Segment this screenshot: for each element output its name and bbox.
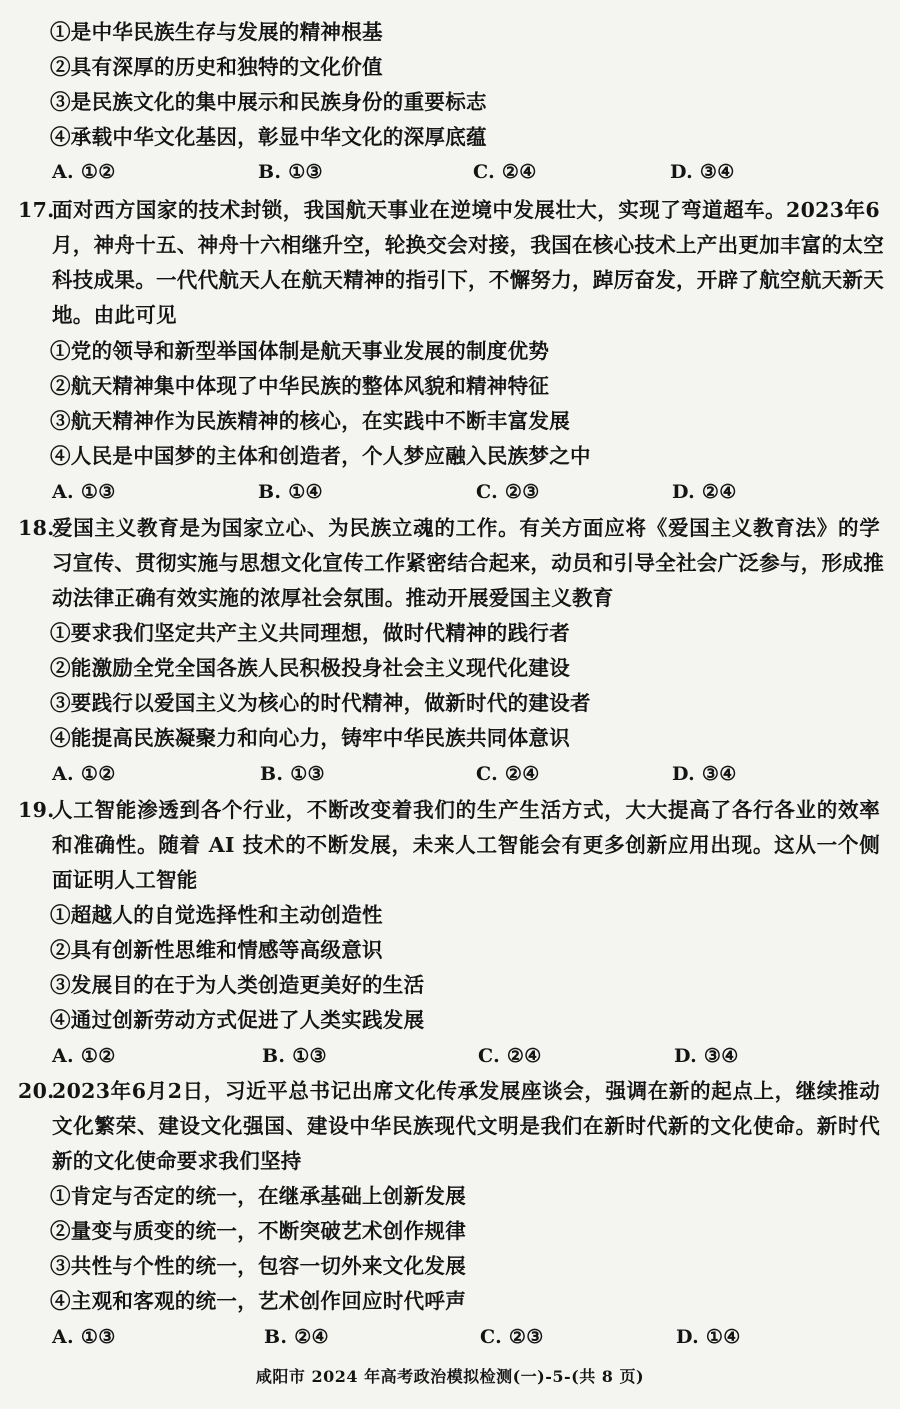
q19-stem-text-1: 人工智能渗透到各个行业，不断改变着我们的生产生活方式，大大提高了各行各业的效率 <box>52 798 880 822</box>
q17-choice-b: B. ①④ <box>258 481 323 503</box>
q20-stem-line-3 <box>0 1146 900 1176</box>
q16-item-4: ④承载中华文化基因，彰显中华文化的深厚底蕴 <box>50 125 487 149</box>
q19-stem-line-3 <box>0 865 900 895</box>
q16-choice-c: C. ②④ <box>473 161 537 183</box>
q17-item-2: ②航天精神集中体现了中华民族的整体风貌和精神特征 <box>50 374 550 398</box>
q19-choices <box>0 1041 900 1071</box>
q20-stem-text-2: 文化繁荣、建设文化强国、建设中华民族现代文明是我们在新时代新的文化使命。新时代 <box>52 1114 880 1138</box>
q17-stem-text-1: 面对西方国家的技术封锁，我国航天事业在逆境中发展壮大，实现了弯道超车。2023年6 <box>52 198 880 222</box>
q17-choice-d: D. ②④ <box>672 481 737 503</box>
q19-stem-text-2: 和准确性。随着 AI 技术的不断发展，未来人工智能会有更多创新应用出现。这从一个侧 <box>52 833 880 857</box>
q17-stem-text-3: 科技成果。一代代航天人在航天精神的指引下，不懈努力，踔厉奋发，开辟了航空航天新天 <box>52 268 884 292</box>
q20-stem-text-3: 新的文化使命要求我们坚持 <box>52 1149 302 1173</box>
q20-item-4: ④主观和客观的统一，艺术创作回应时代呼声 <box>50 1289 466 1313</box>
q18-item-1: ①要求我们坚定共产主义共同理想，做时代精神的践行者 <box>50 621 570 645</box>
q18-stem-line-2 <box>0 548 900 578</box>
q16-choices <box>0 157 900 187</box>
q18-choices <box>0 759 900 789</box>
q17-item-4: ④人民是中国梦的主体和创造者，个人梦应融入民族梦之中 <box>50 444 591 468</box>
q20-item-3: ③共性与个性的统一，包容一切外来文化发展 <box>50 1254 466 1278</box>
q17-item-1: ①党的领导和新型举国体制是航天事业发展的制度优势 <box>50 339 550 363</box>
q20-item-1: ①肯定与否定的统一，在继承基础上创新发展 <box>50 1184 466 1208</box>
q19-number: 19. <box>18 798 55 822</box>
q18-number: 18. <box>18 516 55 540</box>
q19-choice-c: C. ②④ <box>478 1045 542 1067</box>
q20-choice-c: C. ②③ <box>480 1326 544 1348</box>
page-footer: 咸阳市 2024 年高考政治模拟检测(一)-5-(共 8 页) <box>255 1367 645 1386</box>
q17-choice-a: A. ①③ <box>52 481 116 503</box>
q20-choice-d: D. ①④ <box>676 1326 741 1348</box>
q19-item-4: ④通过创新劳动方式促进了人类实践发展 <box>50 1008 425 1032</box>
q16-item-3: ③是民族文化的集中展示和民族身份的重要标志 <box>50 90 487 114</box>
q19-choice-b: B. ①③ <box>262 1045 327 1067</box>
q17-stem-line-3 <box>0 265 900 295</box>
q16-choice-a: A. ①② <box>52 161 116 183</box>
q20-item-2: ②量变与质变的统一，不断突破艺术创作规律 <box>50 1219 466 1243</box>
q16-choice-d: D. ③④ <box>670 161 735 183</box>
q18-item-4: ④能提高民族凝聚力和向心力，铸牢中华民族共同体意识 <box>50 726 570 750</box>
q20-number: 20. <box>18 1079 55 1103</box>
q18-stem-line-3 <box>0 583 900 613</box>
q20-choice-b: B. ②④ <box>264 1326 329 1348</box>
q18-choice-b: B. ①③ <box>260 763 325 785</box>
q19-stem-line-2 <box>0 830 900 860</box>
q19-stem-line-1 <box>0 795 900 825</box>
q19-item-3: ③发展目的在于为人类创造更美好的生活 <box>50 973 425 997</box>
q17-choices <box>0 477 900 507</box>
q18-choice-c: C. ②④ <box>476 763 540 785</box>
q16-item-2: ②具有深厚的历史和独特的文化价值 <box>50 55 383 79</box>
q17-stem-line-2 <box>0 230 900 260</box>
q19-item-1: ①超越人的自觉选择性和主动创造性 <box>50 903 383 927</box>
q17-item-3: ③航天精神作为民族精神的核心，在实践中不断丰富发展 <box>50 409 570 433</box>
q18-stem-text-1: 爱国主义教育是为国家立心、为民族立魂的工作。有关方面应将《爱国主义教育法》的学 <box>52 516 880 540</box>
q20-stem-line-1 <box>0 1076 900 1106</box>
q19-choice-d: D. ③④ <box>674 1045 739 1067</box>
q19-stem-text-3: 面证明人工智能 <box>52 868 198 892</box>
q17-stem-line-1 <box>0 195 900 225</box>
q19-item-2: ②具有创新性思维和情感等高级意识 <box>50 938 383 962</box>
q18-choice-a: A. ①② <box>52 763 116 785</box>
q17-stem-text-4: 地。由此可见 <box>52 303 177 327</box>
q18-stem-text-2: 习宣传、贯彻实施与思想文化宣传工作紧密结合起来，动员和引导全社会广泛参与，形成推 <box>52 551 884 575</box>
q18-stem-text-3: 动法律正确有效实施的浓厚社会氛围。推动开展爱国主义教育 <box>52 586 614 610</box>
q17-choice-c: C. ②③ <box>476 481 540 503</box>
q18-stem-line-1 <box>0 513 900 543</box>
q17-stem-line-4 <box>0 300 900 330</box>
q18-item-3: ③要践行以爱国主义为核心的时代精神，做新时代的建设者 <box>50 691 591 715</box>
q20-choice-a: A. ①③ <box>52 1326 116 1348</box>
q19-choice-a: A. ①② <box>52 1045 116 1067</box>
q20-choices <box>0 1322 900 1352</box>
q18-item-2: ②能激励全党全国各族人民积极投身社会主义现代化建设 <box>50 656 570 680</box>
q18-choice-d: D. ③④ <box>672 763 737 785</box>
q16-item-1: ①是中华民族生存与发展的精神根基 <box>50 20 383 44</box>
q20-stem-line-2 <box>0 1111 900 1141</box>
q17-number: 17. <box>18 198 55 222</box>
q20-stem-text-1: 2023年6月2日，习近平总书记出席文化传承发展座谈会，强调在新的起点上，继续推动 <box>52 1079 880 1103</box>
q16-choice-b: B. ①③ <box>258 161 323 183</box>
q17-stem-text-2: 月，神舟十五、神舟十六相继升空，轮换交会对接，我国在核心技术上产出更加丰富的太空 <box>52 233 884 257</box>
